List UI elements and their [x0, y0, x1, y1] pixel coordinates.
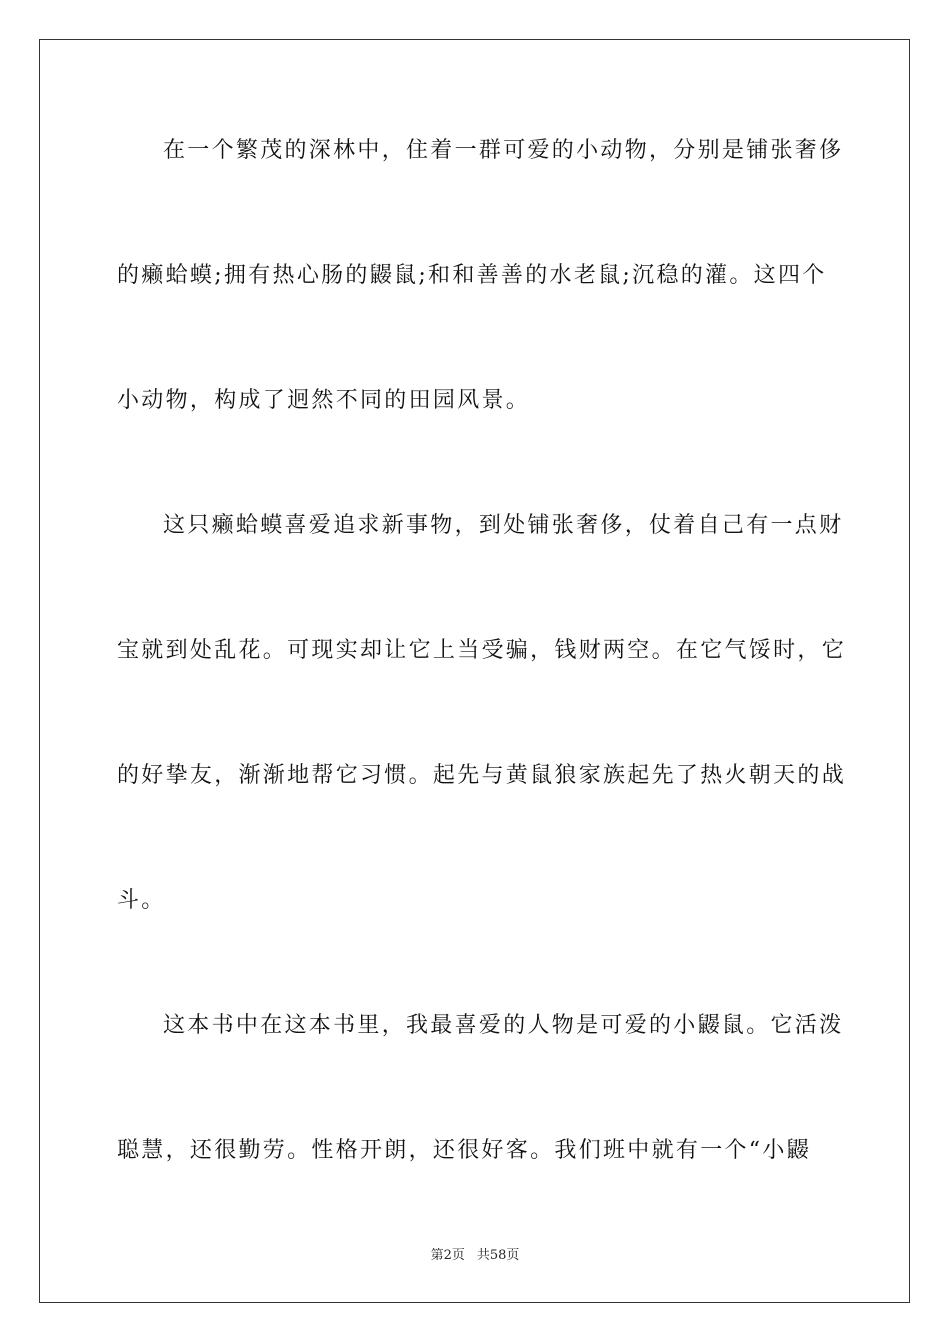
page-number: 第2页 — [430, 1248, 465, 1263]
total-pages: 共58页 — [476, 1248, 520, 1263]
paragraph-1-line-3: 小动物，构成了迥然不同的田园风景。 — [117, 388, 531, 413]
paragraph-1-line-2: 的癞蛤蟆;拥有热心肠的鼹鼠;和和善善的水老鼠;沉稳的灌。这四个 — [117, 263, 827, 288]
paragraph-2-line-3: 的好挚友，渐渐地帮它习惯。起先与黄鼠狼家族起先了热火朝天的战 — [117, 763, 847, 788]
paragraph-2-line-4: 斗。 — [117, 888, 166, 913]
paragraph-3-line-2: 聪慧，还很勤劳。性格开朗，还很好客。我们班中就有一个“小鼹 — [117, 1138, 811, 1163]
paragraph-3-line-1: 这本书中在这本书里，我最喜爱的人物是可爱的小鼹鼠。它活泼 — [163, 1013, 844, 1038]
paragraph-2-line-2: 宝就到处乱花。可现实却让它上当受骗，钱财两空。在它气馁时，它 — [117, 638, 847, 663]
paragraph-2-line-1: 这只癞蛤蟆喜爱追求新事物，到处铺张奢侈，仗着自己有一点财 — [163, 513, 844, 538]
page-border — [39, 39, 910, 1303]
page-footer — [0, 1248, 950, 1264]
paragraph-1-line-1: 在一个繁茂的深林中，住着一群可爱的小动物，分别是铺张奢侈 — [163, 138, 844, 163]
